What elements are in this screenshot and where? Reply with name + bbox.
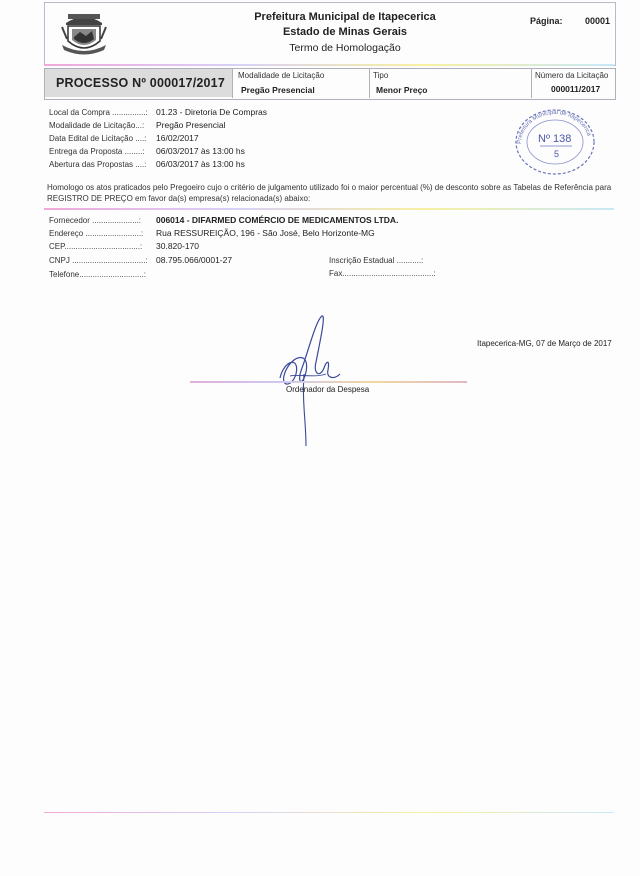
homologation-text: Homologo os atos praticados pelo Pregoeiro cujo o critério de julgamento utilizado foi o maior percentual (%) de desconto sobre as Tabelas de Referência para REGISTRO DE PREÇO em favor da(s) empresa(s) relacionada(s) abaixo:	[47, 183, 612, 203]
telefone-label: Telefone.............................:	[49, 270, 146, 279]
cnpj-label: CNPJ .................................:	[49, 256, 148, 265]
detail-label: Abertura das Propostas ....:	[49, 160, 147, 169]
cep-label: CEP..................................:	[49, 242, 143, 251]
signature-line	[190, 381, 467, 383]
stamp-sub: 5	[554, 149, 560, 159]
footer-divider	[44, 812, 614, 813]
numero-value: 000011/2017	[551, 84, 601, 94]
cnpj-value: 08.795.066/0001-27	[156, 255, 233, 265]
process-divider	[369, 68, 370, 98]
detail-label: Entrega da Proposta ........:	[49, 147, 145, 156]
endereco-label: Endereço .........................:	[49, 229, 144, 238]
date-line: Itapecerica-MG, 07 de Março de 2017	[477, 339, 612, 348]
section-divider	[44, 208, 614, 210]
page-number-value: 00001	[585, 16, 611, 26]
header-divider	[44, 64, 614, 66]
stamp-arc-text: Prefeitura Municipal de Itapecerica	[516, 109, 592, 145]
protocol-stamp	[512, 104, 598, 176]
detail-value: 01.23 - Diretoria De Compras	[156, 107, 268, 117]
fax-label: Fax.........................................:	[329, 269, 436, 278]
stamp-number: Nº 138	[538, 133, 572, 145]
fornecedor-label: Fornecedor .....................:	[49, 216, 142, 225]
detail-label: Modalidade de Licitação...:	[49, 121, 145, 130]
header-municipality: Prefeitura Municipal de Itapecerica	[254, 11, 436, 23]
modalidade-value: Pregão Presencial	[241, 85, 315, 95]
tipo-caption: Tipo	[373, 71, 389, 80]
tipo-value: Menor Preço	[376, 85, 428, 95]
inscricao-label: Inscrição Estadual ...........:	[329, 256, 424, 265]
detail-value: 16/02/2017	[156, 133, 199, 143]
detail-value: 06/03/2017 às 13:00 hs	[156, 146, 245, 156]
municipal-crest-icon	[58, 9, 110, 59]
cep-value: 30.820-170	[156, 241, 200, 251]
header-state: Estado de Minas Gerais	[282, 26, 408, 38]
modalidade-caption: Modalidade de Licitação	[238, 71, 325, 80]
process-divider	[232, 68, 233, 98]
detail-value: Pregão Presencial	[156, 120, 226, 130]
process-divider	[531, 68, 532, 98]
fornecedor-value: 006014 - DIFARMED COMÉRCIO DE MEDICAMENTOS LTDA.	[156, 215, 399, 225]
detail-value: 06/03/2017 às 13:00 hs	[156, 159, 245, 169]
header-document-title: Termo de Homologação	[289, 42, 401, 54]
process-title: PROCESSO Nº 000017/2017	[56, 76, 225, 90]
detail-label: Data Edital de Licitação ....:	[49, 134, 147, 143]
page-number-label: Página:	[530, 16, 563, 26]
endereco-value: Rua RESSUREIÇÃO, 196 - São José, Belo Horizonte-MG	[156, 228, 375, 238]
detail-label: Local da Compra ...............:	[49, 108, 148, 117]
numero-caption: Número da Licitação	[535, 71, 609, 80]
signature-caption: Ordenador da Despesa	[286, 385, 370, 394]
